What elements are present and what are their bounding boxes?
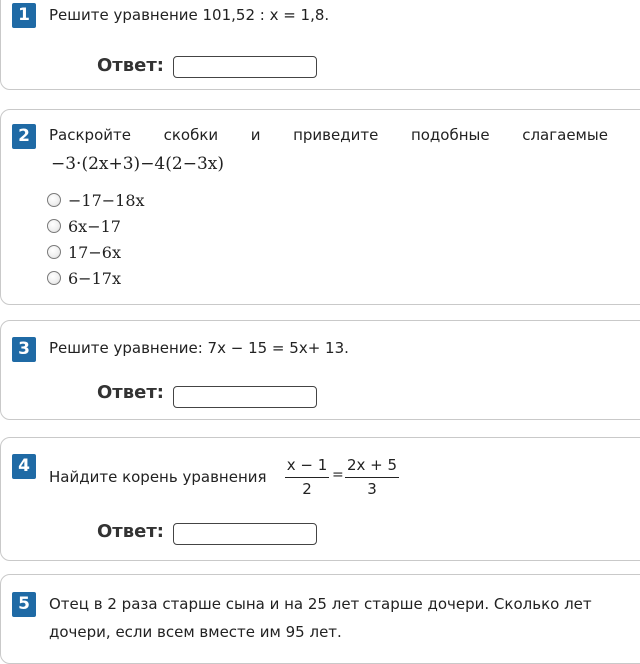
task-question	[49, 126, 608, 144]
expression: −3·(2x+3)−4(2−3x)	[51, 154, 224, 174]
task-number-badge: 4	[12, 454, 36, 479]
task-number-badge: 1	[12, 3, 36, 28]
task-question-line: Отец в 2 раза старше сына и на 25 лет старше дочери. Сколько лет	[49, 595, 592, 613]
answer-input[interactable]	[173, 523, 317, 545]
task-card-5	[0, 574, 640, 664]
option-label: −17−18x	[68, 190, 145, 210]
task-card-4	[0, 437, 640, 561]
option-label: 6−17x	[68, 268, 121, 288]
fraction-left	[285, 456, 329, 498]
task-question: Найдите корень уравнения	[49, 468, 267, 486]
question-word: и	[250, 126, 261, 144]
task-question: Решите уравнение: 7x − 15 = 5x+ 13.	[49, 339, 349, 357]
answer-input[interactable]	[173, 56, 317, 78]
radio-button[interactable]	[47, 219, 61, 233]
answer-option-2[interactable]	[47, 216, 121, 236]
fraction-denominator: 3	[367, 480, 377, 498]
radio-button[interactable]	[47, 245, 61, 259]
task-number-badge: 3	[12, 337, 36, 362]
task-card-2	[0, 109, 640, 305]
answer-option-1[interactable]	[47, 190, 145, 210]
option-label: 6x−17	[68, 216, 121, 236]
task-card-3	[0, 320, 640, 420]
answer-label: Ответ:	[97, 55, 164, 76]
task-question-line: дочери, если всем вместе им 95 лет.	[49, 623, 342, 641]
fraction-bar	[285, 477, 329, 478]
question-word: подобные	[410, 126, 490, 144]
answer-input[interactable]	[173, 386, 317, 408]
answer-label: Ответ:	[97, 521, 164, 542]
question-word: Раскройте	[49, 126, 131, 144]
task-number-badge: 2	[12, 124, 36, 149]
radio-button[interactable]	[47, 193, 61, 207]
answer-label: Ответ:	[97, 382, 164, 403]
fraction-numerator: 2x + 5	[346, 456, 398, 474]
question-word: слагаемые	[522, 126, 608, 144]
answer-option-3[interactable]	[47, 242, 121, 262]
fraction-denominator: 2	[302, 480, 312, 498]
question-word: приведите	[293, 126, 379, 144]
fraction-bar	[345, 477, 399, 478]
fraction-numerator: x − 1	[286, 456, 328, 474]
question-word: скобки	[163, 126, 219, 144]
fraction-right	[345, 456, 399, 498]
equals-sign: =	[332, 467, 344, 483]
task-number-badge: 5	[12, 592, 36, 617]
answer-option-4[interactable]	[47, 268, 121, 288]
radio-button[interactable]	[47, 271, 61, 285]
option-label: 17−6x	[68, 242, 121, 262]
task-question: Решите уравнение 101,52 : x = 1,8.	[49, 6, 330, 24]
task-card-1	[0, 0, 640, 90]
